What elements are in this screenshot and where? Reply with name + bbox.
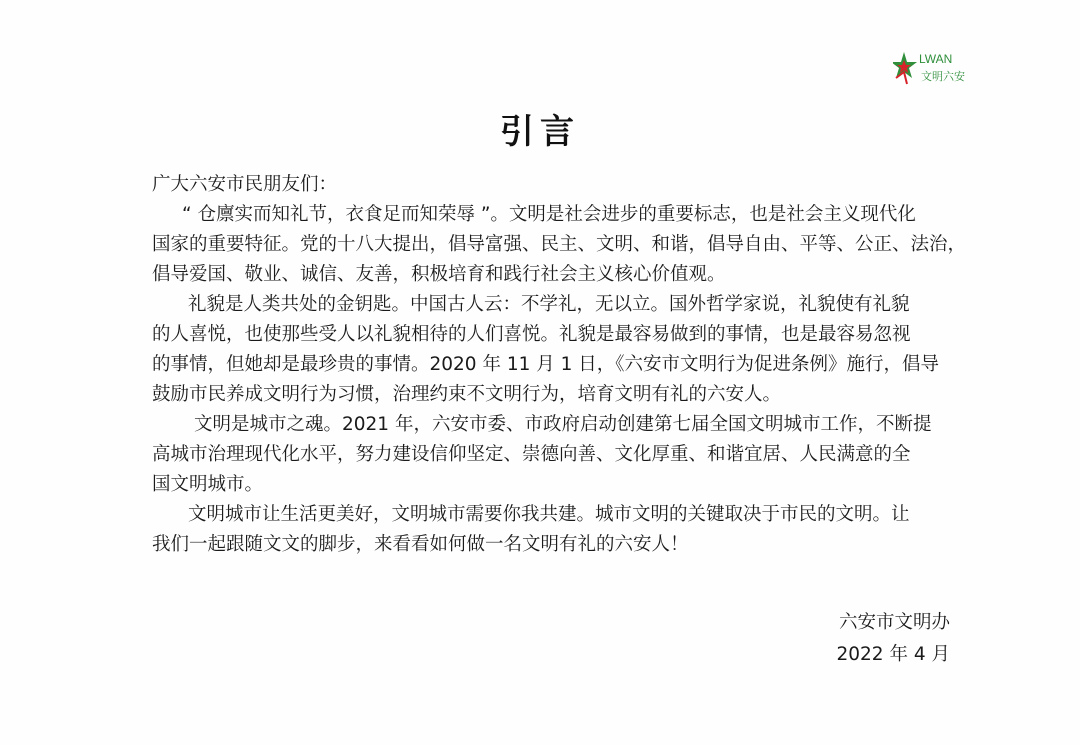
paragraph-line: 的人喜悦，也使那些受人以礼貌相待的人们喜悦。礼貌是最容易做到的事情，也是最容易忽视 [152, 324, 911, 345]
star-logo-icon [893, 50, 919, 90]
greeting: 广大六安市民朋友们： [152, 174, 338, 195]
paragraph-2 [152, 290, 952, 410]
paragraph-line: 文明城市让生活更美好，文明城市需要你我共建。城市文明的关键取决于市民的文明。让 [188, 504, 910, 525]
paragraph-3 [152, 410, 952, 500]
paragraph-line: 倡导爱国、敬业、诚信、友善，积极培育和践行社会主义核心价值观。 [152, 264, 726, 285]
paragraph-line: “ 仓廪实而知礼节，衣食足而知荣辱 ”。文明是社会进步的重要标志，也是社会主义现代化 [182, 204, 916, 225]
signature-date: 2022 年 4 月 [836, 644, 950, 665]
brand-logo [893, 50, 983, 94]
paragraph-4 [152, 500, 952, 560]
paragraph-line: 礼貌是人类共处的金钥匙。中国古人云：不学礼，无以立。国外哲学家说，礼貌使有礼貌 [188, 294, 910, 315]
paragraph-line: 的事情，但她却是最珍贵的事情。2020 年 11 月 1 日，《六安市文明行为促进条例》施行，倡导 [152, 354, 940, 375]
paragraph-line: 文明是城市之魂。2021 年，六安市委、市政府启动创建第七届全国文明城市工作，不断提 [194, 414, 932, 435]
paragraph-line: 高城市治理现代化水平，努力建设信仰坚定、崇德向善、文化厚重、和谐宜居、人民满意的全 [152, 444, 911, 465]
signature-block [837, 607, 951, 671]
paragraph-1 [152, 200, 967, 290]
letter-body [152, 170, 967, 560]
logo-wordmark: LWAN [919, 52, 953, 66]
signature-org: 六安市文明办 [838, 612, 950, 633]
paragraph-line: 鼓励市民养成文明行为习惯，治理约束不文明行为，培育文明有礼的六安人。 [152, 384, 782, 405]
paragraph-line: 国文明城市。 [152, 474, 264, 495]
paragraph-line: 国家的重要特征。党的十八大提出，倡导富强、民主、文明、和谐，倡导自由、平等、公正、法治， [152, 234, 967, 255]
page-title: 引言 [500, 112, 580, 152]
logo-subtitle: 文明六安 [921, 70, 965, 83]
paragraph-line: 我们一起跟随文文的脚步，来看看如何做一名文明有礼的六安人！ [152, 534, 689, 555]
